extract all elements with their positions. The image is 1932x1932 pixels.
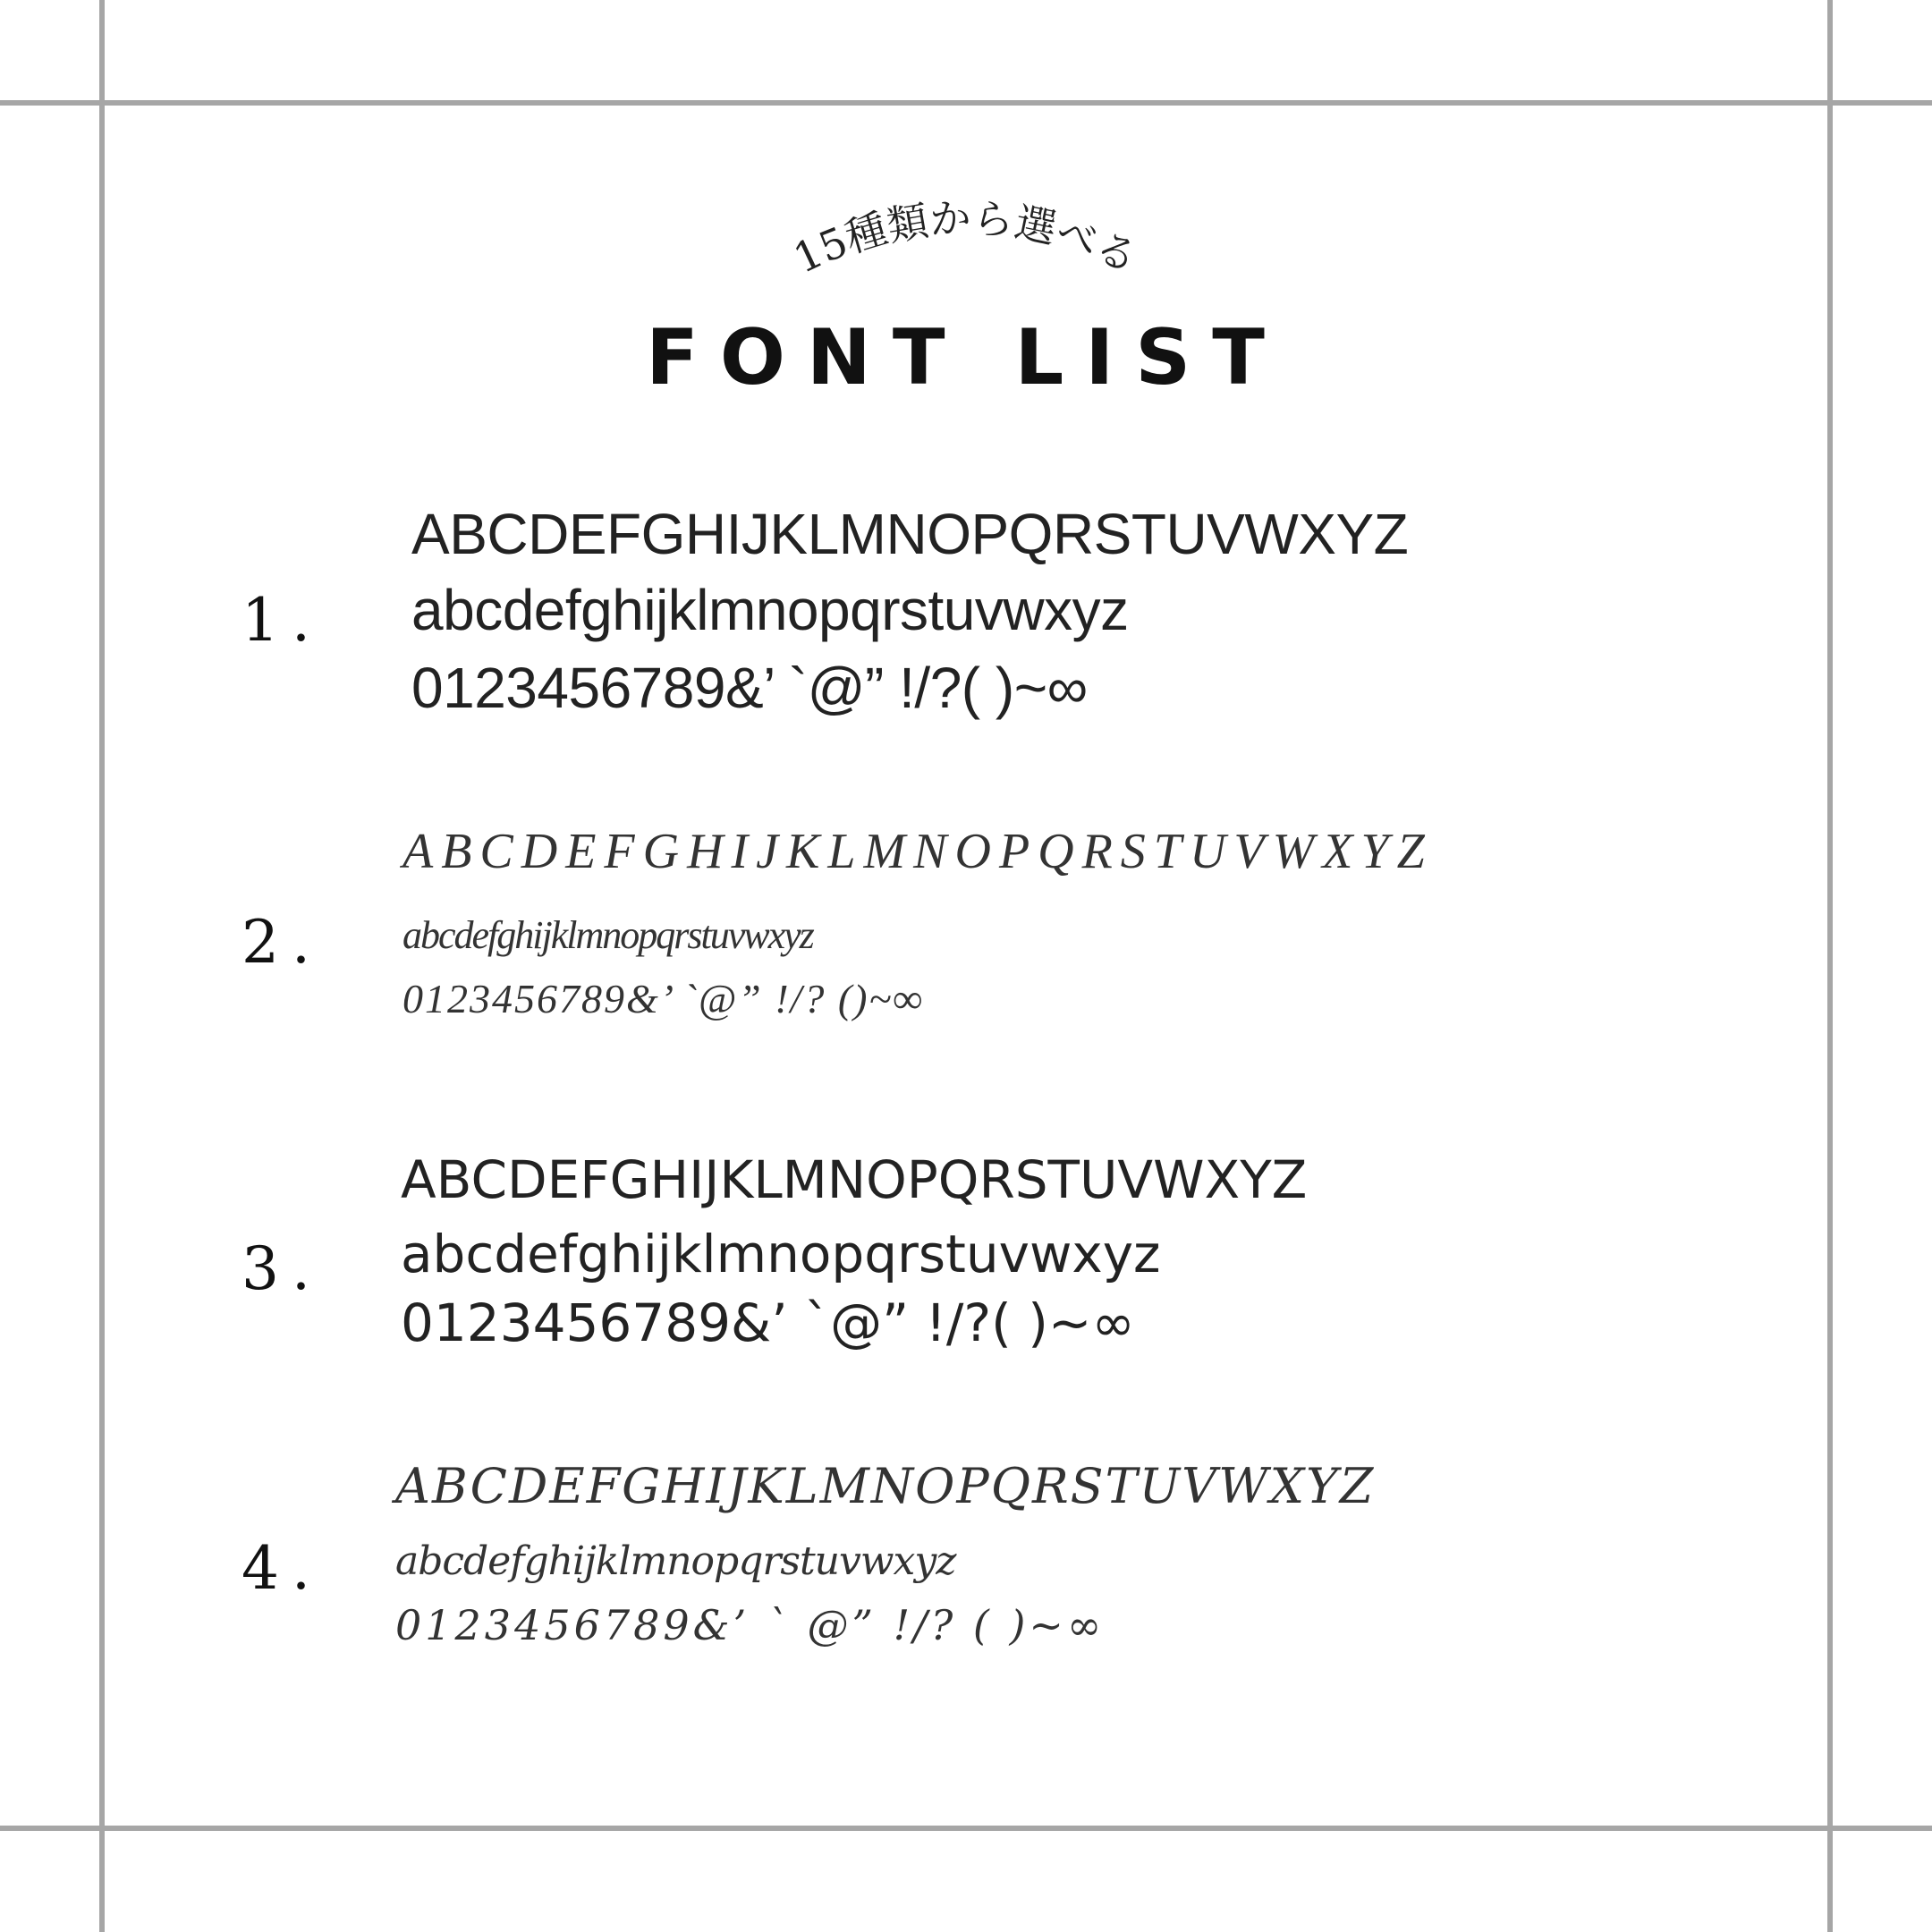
uppercase-sample: ABCDEFGHIJKLMNOPQRSTUVWXYZ [411,502,1409,566]
lowercase-sample: abcdefghijklmnopqrstuvwxyz [402,913,813,957]
page-title: FONT LIST [646,313,1286,402]
font-number: 3. [242,1234,323,1303]
font-number: 1. [242,586,323,655]
symbols-sample: 0123456789&’ ` @” !/? ( )~∞ [395,1601,1106,1649]
font-sample-3 [0,1145,1932,1368]
frame-line-top [0,100,1932,106]
uppercase-sample: ABCDEFGHIJKLMNOPQRSTUVWXYZ [395,1458,1376,1514]
symbols-sample: 0123456789&’ `@” !/?( )~∞ [411,656,1088,720]
subtitle-arc [698,170,1234,313]
lowercase-sample: abcdefghijklmnopqrstuvwxyz [411,578,1129,642]
font-sample-4 [0,1458,1932,1673]
frame-line-bottom [0,1826,1932,1831]
font-number: 2. [242,908,323,977]
subtitle-text [786,193,1146,283]
uppercase-sample: ABCDEFGHIJKLMNOPQRSTUVWXYZ [401,1149,1308,1210]
subtitle-textpath: 15種類から選べる [785,193,1146,284]
uppercase-sample: ABCDEFGHIJKLMNOPQRSTUVWXYZ [402,824,1433,879]
lowercase-sample: abcdefghijklmnopqrstuvwxyz [401,1224,1161,1284]
font-sample-2 [0,823,1932,1038]
font-number: 4. [242,1534,323,1603]
lowercase-sample: abcdefghijklmnopqrstuvwxyz [395,1538,956,1584]
font-sample-1 [0,483,1932,742]
symbols-sample: 0123456789&’ `@” !/?( )~∞ [401,1292,1135,1353]
symbols-sample: 0123456789&’ `@” !/? ()~∞ [402,976,925,1021]
